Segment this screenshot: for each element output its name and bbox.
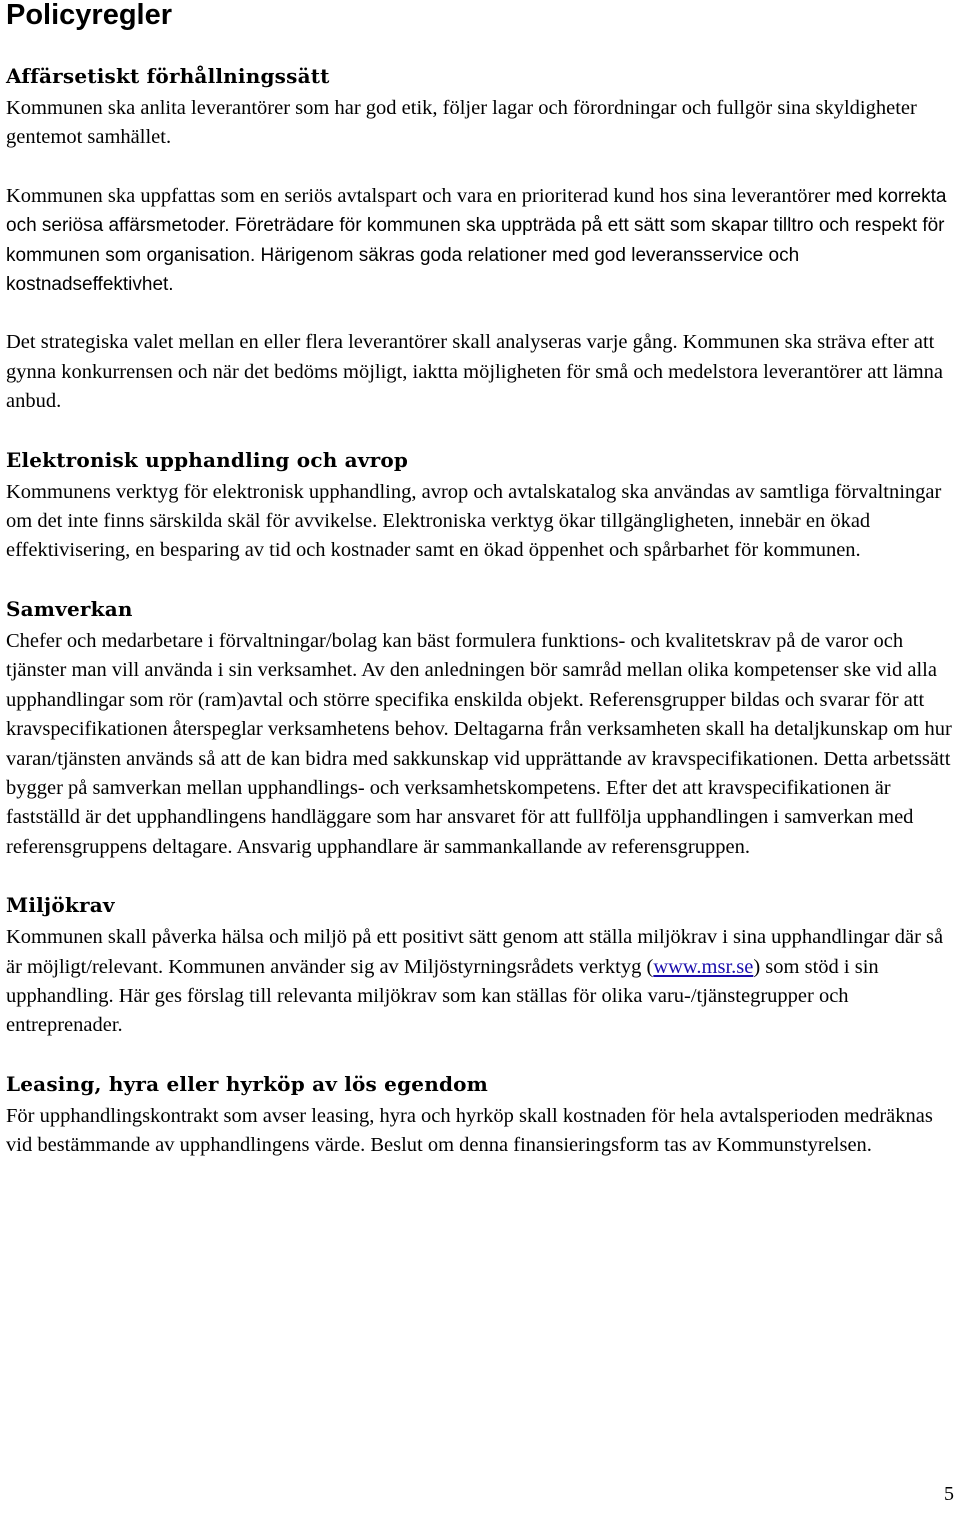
paragraph-miljokrav-text-before-link: Kommunen skall påverka hälsa och miljö på ett positivt sätt genom att ställa miljökrav i sina upphandlingar där så är möjligt/relevant. Kommunen använder sig av Miljöstyrningsrådets verktyg (	[6, 926, 944, 978]
section-heading-elektronisk: Elektronisk upphandling och avrop	[6, 447, 409, 472]
paragraph-miljokrav-text-after-link: ) som stöd i sin upphandling. Här ges förslag till relevanta miljökrav som kan ställas för olika varu-/tjänstegrupper och entreprenader.	[6, 955, 879, 1037]
paragraph-affarsetik-2-sans: med korrekta och seriösa affärsmetoder. Företrädare för kommunen ska uppträda på ett sätt som skapar tilltro och respekt för kommunen som organisation. Härigenom säkras goda relationer med god leveransservice och kostnadseffektivhet.	[6, 185, 947, 296]
paragraph-leasing-1: För upphandlingskontrakt som avser leasing, hyra och hyrköp skall kostnaden för hela avtalsperioden medräknas vid bestämmande av upphandlingens värde. Beslut om denna finansieringsform tas av Kommunstyrelsen.	[6, 1104, 933, 1157]
msr-link[interactable]: www.msr.se	[653, 955, 754, 978]
paragraph-miljokrav-1	[6, 923, 956, 1041]
document-page	[6, 0, 956, 1161]
paragraph-affarsetik-2	[6, 182, 956, 300]
section-heading-affarsetik: Affärsetiskt förhållningssätt	[6, 64, 330, 88]
page-title: Policyregler	[6, 0, 173, 31]
paragraph-elektronisk-1: Kommunens verktyg för elektronisk upphandling, avrop och avtalskatalog ska användas av samtliga förvaltningar om det inte finns särskilda skäl för avvikelse. Elektroniska verktyg ökar tillgängligheten, innebär en ökad effektivisering, en besparing av tid och kostnader samt en ökad öppenhet och spårbarhet för kommunen.	[6, 480, 942, 562]
paragraph-affarsetik-2-serif: Kommunen ska uppfattas som en seriös avtalspart och vara en prioriterad kund hos sina leverantörer	[6, 184, 831, 207]
section-heading-leasing: Leasing, hyra eller hyrköp av lös egendom	[6, 1071, 489, 1096]
paragraph-affarsetik-1: Kommunen ska anlita leverantörer som har god etik, följer lagar och förordningar och fullgör sina skyldigheter gentemot samhället.	[6, 97, 917, 149]
section-heading-miljokrav: Miljökrav	[6, 893, 115, 918]
paragraph-affarsetik-3: Det strategiska valet mellan en eller flera leverantörer skall analyseras varje gång. Kommunen ska sträva efter att gynna konkurrensen och när det bedöms möjligt, iaktta möjligheten för små och medelstora leverantörer att lämna anbud.	[6, 331, 944, 413]
paragraph-samverkan-1: Chefer och medarbetare i förvaltningar/bolag kan bäst formulera funktions- och kvalitetskrav på de varor och tjänster man vill använda i sin verksamhet. Av den anledningen bör samråd mellan olika kompetenser ske vid alla upphandlingar som rör (ram)avtal och större specifika enskilda objekt. Referensgrupper bildas och svarar för att kravspecifikationen återspeglar verksamhetens behov. Deltagarna från verksamheten skall ha detaljkunskap om hur varan/tjänsten används så att de kan bidra med sakkunskap vid upprättande av kravspecifikationen. Detta arbetssätt bygger på samverkan mellan upphandlings- och verksamhetskompetens. Efter det att kravspecifikationen är fastställd är det upphandlingens handläggare som har ansvaret för att fullfölja upphandlingen i samverkan med referensgruppens deltagare. Ansvarig upphandlare är sammankallande av referensgruppen.	[6, 629, 952, 858]
section-heading-samverkan: Samverkan	[6, 596, 133, 621]
page-number: 5	[944, 1483, 954, 1505]
